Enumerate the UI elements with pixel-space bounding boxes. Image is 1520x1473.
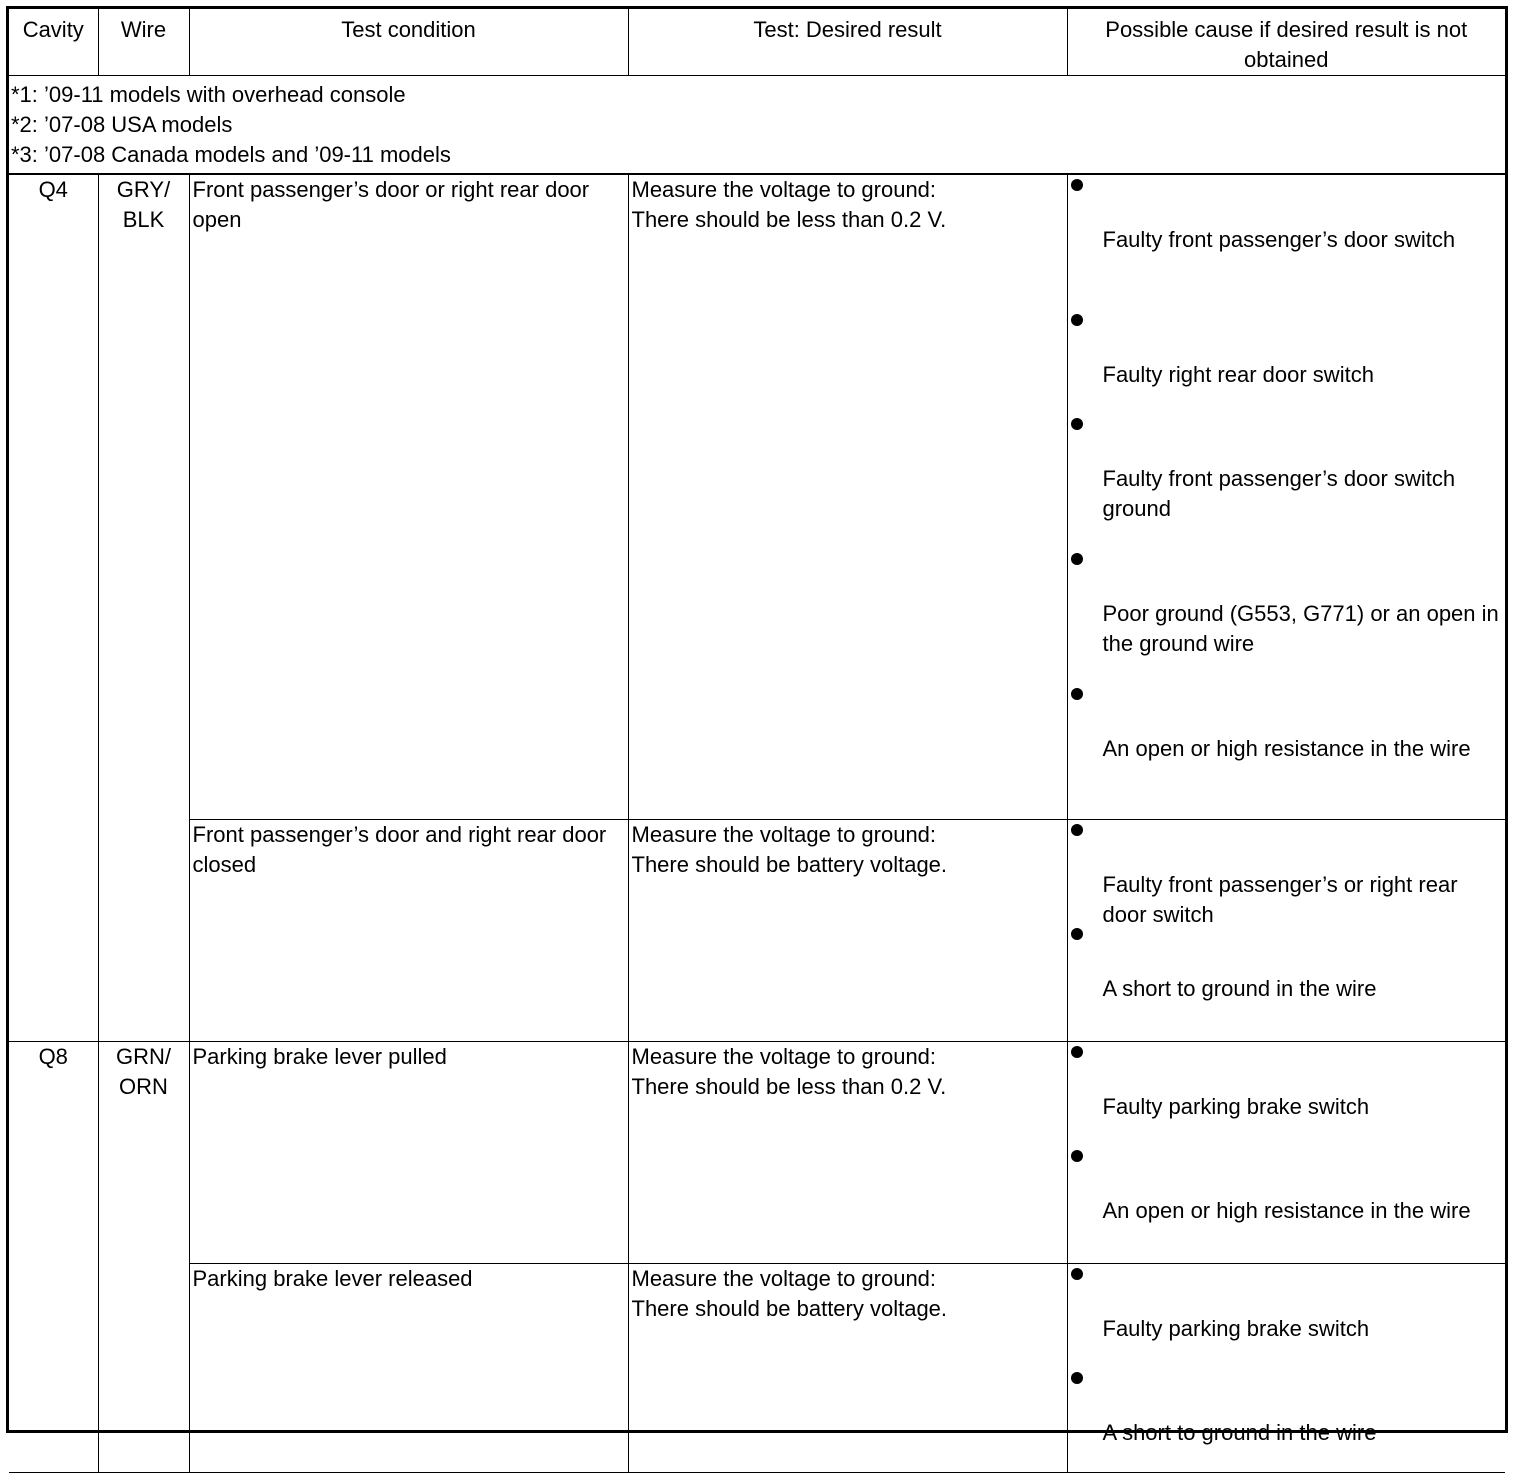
- test-condition-cell: Front passenger’s door and right rear door closed: [189, 819, 628, 1041]
- possible-cause-cell: [1067, 174, 1505, 820]
- footnote: *3: ’07-08 Canada models and ’09-11 models: [11, 142, 451, 167]
- cause-list-item: [1071, 1042, 1503, 1146]
- bullet-icon: [1071, 928, 1083, 940]
- cause-list-item: [1071, 924, 1503, 1028]
- cavity-cell: Q4: [9, 174, 98, 1042]
- cause-list-item: [1071, 414, 1503, 549]
- bullet-icon: [1071, 553, 1083, 565]
- test-condition-cell: Front passenger’s door or right rear door open: [189, 174, 628, 820]
- table-row: [9, 1263, 1505, 1472]
- cause-list-item: [1071, 310, 1503, 414]
- bullet-icon: [1071, 1268, 1083, 1280]
- result-line: Measure the voltage to ground:: [631, 821, 937, 847]
- header-row: [9, 9, 1505, 76]
- cause-text: An open or high resistance in the wire: [1102, 1197, 1471, 1223]
- cause-text: An open or high resistance in the wire: [1102, 735, 1471, 761]
- cause-text: Faulty front passenger’s door switch: [1102, 226, 1456, 252]
- cause-text: Faulty right rear door switch: [1102, 361, 1374, 387]
- bullet-icon: [1071, 1372, 1083, 1384]
- bullet-icon: [1071, 418, 1083, 430]
- possible-cause-cell: [1067, 1263, 1505, 1472]
- cause-list-item: [1071, 1146, 1503, 1250]
- header-possible-cause: Possible cause if desired result is not obtained: [1067, 9, 1505, 76]
- connector-test-table: [9, 9, 1505, 1473]
- wire-color-cell: GRN/ ORN: [98, 1041, 189, 1472]
- troubleshooting-table-frame: [6, 6, 1508, 1445]
- bullet-icon: [1071, 314, 1083, 326]
- cause-list-item: [1071, 549, 1503, 684]
- header-cavity: Cavity: [9, 9, 98, 76]
- cause-text: A short to ground in the wire: [1102, 975, 1377, 1001]
- wire-color-cell: GRY/ BLK: [98, 174, 189, 1042]
- cavity-cell: Q8: [9, 1041, 98, 1472]
- footnote: *2: ’07-08 USA models: [11, 112, 233, 137]
- bullet-icon: [1071, 1046, 1083, 1058]
- result-line: Measure the voltage to ground:: [631, 176, 937, 202]
- cause-text: Faulty front passenger’s or right rear door switch: [1102, 871, 1458, 927]
- desired-result-cell: [628, 819, 1067, 1041]
- bullet-icon: [1071, 179, 1083, 191]
- result-line: There should be battery voltage.: [631, 851, 948, 877]
- bullet-icon: [1071, 824, 1083, 836]
- cause-list-item: [1071, 820, 1503, 927]
- footnotes-row: [9, 76, 1505, 174]
- cause-list-item: [1071, 175, 1503, 310]
- result-line: Measure the voltage to ground:: [631, 1043, 937, 1069]
- result-line: There should be less than 0.2 V.: [631, 206, 947, 232]
- cause-text: A short to ground in the wire: [1102, 1419, 1377, 1445]
- possible-cause-cell: [1067, 819, 1505, 1041]
- test-condition-cell: Parking brake lever pulled: [189, 1041, 628, 1263]
- bullet-icon: [1071, 1150, 1083, 1162]
- header-desired-result: Test: Desired result: [628, 9, 1067, 76]
- desired-result-cell: [628, 1041, 1067, 1263]
- cause-list-item: [1071, 1368, 1503, 1472]
- table-row: [9, 174, 1505, 820]
- header-test-condition: Test condition: [189, 9, 628, 76]
- cause-text: Faulty front passenger’s door switch ground: [1102, 465, 1456, 521]
- cause-list-item: [1071, 1264, 1503, 1368]
- possible-cause-cell: [1067, 1041, 1505, 1263]
- cause-text: Faulty parking brake switch: [1102, 1315, 1370, 1341]
- header-wire: Wire: [98, 9, 189, 76]
- table-row: [9, 819, 1505, 1041]
- cause-list-item: [1071, 684, 1503, 819]
- cause-text: Faulty parking brake switch: [1102, 1093, 1370, 1119]
- footnotes-cell: [9, 76, 1505, 174]
- table-row: [9, 1041, 1505, 1263]
- result-line: There should be battery voltage.: [631, 1295, 948, 1321]
- result-line: Measure the voltage to ground:: [631, 1265, 937, 1291]
- footnote: *1: ’09-11 models with overhead console: [11, 82, 406, 107]
- test-condition-cell: Parking brake lever released: [189, 1263, 628, 1472]
- cause-text: Poor ground (G553, G771) or an open in the ground wire: [1102, 600, 1499, 656]
- result-line: There should be less than 0.2 V.: [631, 1073, 947, 1099]
- desired-result-cell: [628, 1263, 1067, 1472]
- desired-result-cell: [628, 174, 1067, 820]
- bullet-icon: [1071, 688, 1083, 700]
